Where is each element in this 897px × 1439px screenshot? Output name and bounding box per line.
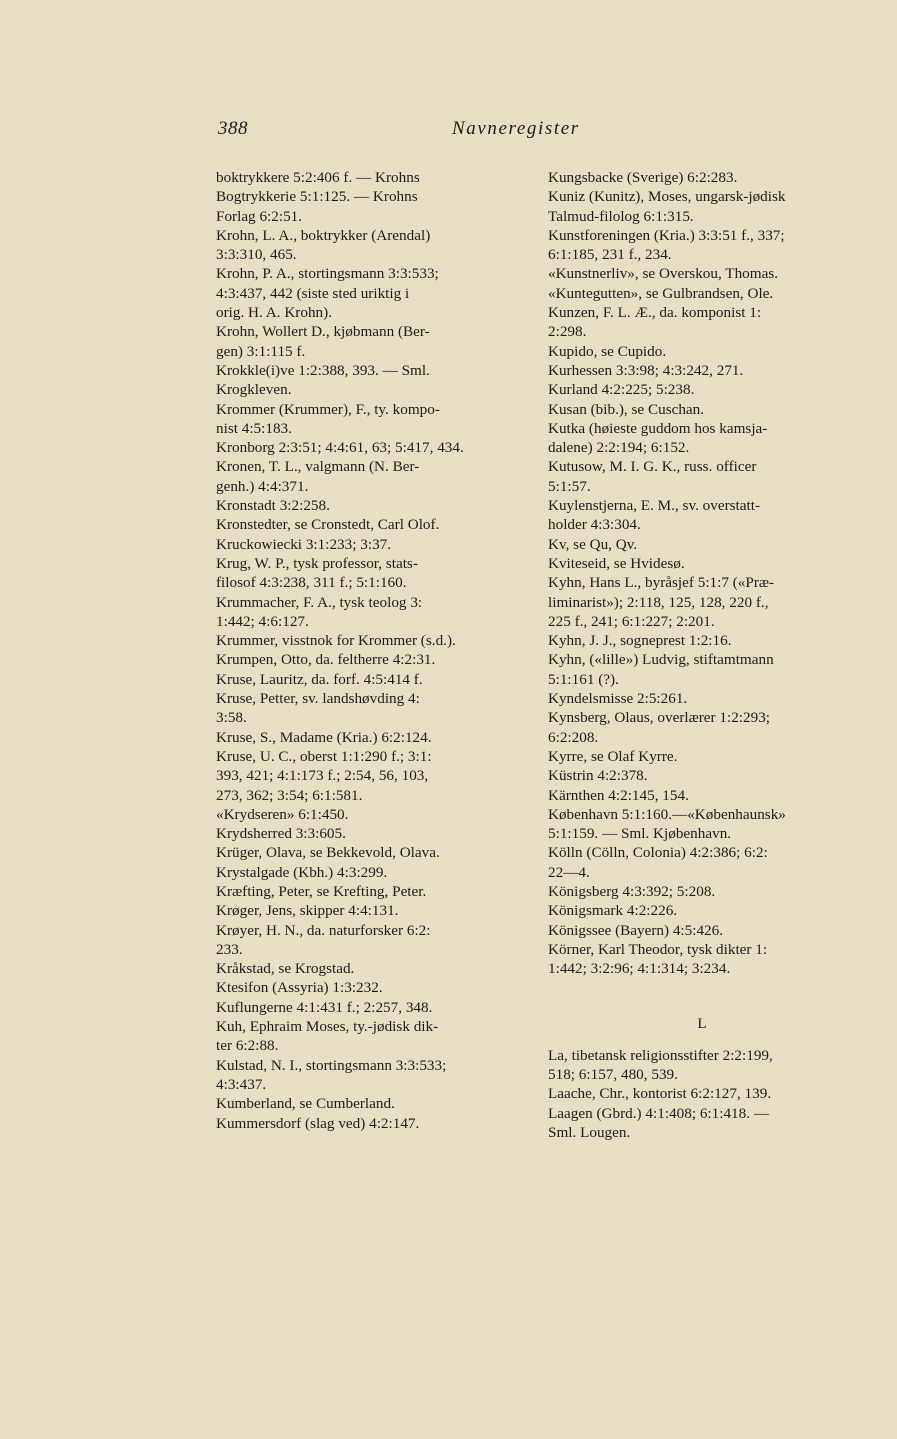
index-entry: Krüger, Olava, se Bekkevold, Olava. xyxy=(216,844,440,862)
index-entry: Krohn, P. A., stortingsmann 3:3:533; 4:3:437, 442 (siste sted uriktig i orig. H. A. Krohn). xyxy=(216,265,439,322)
section-letter: L xyxy=(697,1015,707,1033)
index-entry: Kölln (Cölln, Colonia) 4:2:386; 6:2: 22—4. xyxy=(548,844,768,881)
index-entry: Kulstad, N. I., stortingsmann 3:3:533; 4:3:437. xyxy=(216,1056,447,1093)
page-header xyxy=(0,118,897,148)
index-entry: Kronstedter, se Cronstedt, Carl Olof. xyxy=(216,516,440,534)
index-entry: Körner, Karl Theodor, tysk dikter 1: 1:442; 3:2:96; 4:1:314; 3:234. xyxy=(548,940,768,978)
index-entry: La, tibetansk religionsstifter 2:2:199, 518; 6:157, 480, 539. xyxy=(548,1046,773,1084)
index-entry: Kyhn, («lille») Ludvig, stiftamtmann 5:1:161 (?). xyxy=(548,651,774,688)
index-entry: Krystalgade (Kbh.) 4:3:299. xyxy=(216,863,388,881)
index-entry: Krokkle(i)ve 1:2:388, 393. — Sml. Krogkleven. xyxy=(216,361,430,399)
index-entry: Laache, Chr., kontorist 6:2:127, 139. xyxy=(548,1085,772,1103)
index-entry: Kronstadt 3:2:258. xyxy=(216,497,330,515)
index-entry: Krug, W. P., tysk professor, stats- filosof 4:3:238, 311 f.; 5:1:160. xyxy=(216,554,418,592)
index-entry: Kuh, Ephraim Moses, ty.-jødisk dik- ter 6:2:88. xyxy=(216,1018,439,1055)
index-entry: Kurhessen 3:3:98; 4:3:242, 271. xyxy=(548,361,744,379)
index-entry: København 5:1:160.—«Københaunsk» 5:1:159. — Sml. Kjøbenhavn. xyxy=(548,805,786,843)
index-entry: Kruse, Lauritz, da. forf. 4:5:414 f. xyxy=(216,670,423,688)
index-entry: Krummacher, F. A., tysk teolog 3: 1:442; 4:6:127. xyxy=(216,593,423,630)
index-entry: Kynsberg, Olaus, overlærer 1:2:293; 6:2:208. xyxy=(548,709,771,746)
index-entry: Kunstforeningen (Kria.) 3:3:51 f., 337; 6:1:185, 231 f., 234. xyxy=(548,226,785,264)
running-title: Navneregister xyxy=(452,118,580,139)
index-entry: «Kunstnerliv», se Overskou, Thomas. xyxy=(548,265,779,283)
index-entry: Küstrin 4:2:378. xyxy=(548,767,648,785)
index-entry: Kruckowiecki 3:1:233; 3:37. xyxy=(216,535,392,553)
index-entry: Kyrre, se Olaf Kyrre. xyxy=(548,747,678,765)
index-entry: Krøger, Jens, skipper 4:4:131. xyxy=(216,902,399,920)
left-column xyxy=(216,168,524,1133)
index-entry: Kyhn, Hans L., byråsjef 5:1:7 («Præ- liminarist»); 2:118, 125, 128, 220 f., 225 f., 241; 6:1:227; 2:201. xyxy=(548,574,775,630)
index-entry: Kutka (høieste guddom hos kamsja- dalene) 2:2:194; 6:152. xyxy=(548,419,768,457)
index-entry: Kruse, U. C., oberst 1:1:290 f.; 3:1: 393, 421; 4:1:173 f.; 2:54, 56, 103, 273, 362; 3:54; 6:1:581. xyxy=(216,747,432,804)
right-column xyxy=(548,168,856,1142)
index-entry: Krøyer, H. N., da. naturforsker 6:2: 233. xyxy=(216,921,431,958)
page-number: 388 xyxy=(218,118,248,139)
index-entry: Kræfting, Peter, se Krefting, Peter. xyxy=(216,882,427,900)
index-entry: Kusan (bib.), se Cuschan. xyxy=(548,400,705,418)
index-entry: Kviteseid, se Hvidesø. xyxy=(548,554,685,572)
index-entry: Kuylenstjerna, E. M., sv. overstatt- holder 4:3:304. xyxy=(548,497,761,534)
index-entry: Krumpen, Otto, da. feltherre 4:2:31. xyxy=(216,651,436,669)
index-entry: Kruse, S., Madame (Kria.) 6:2:124. xyxy=(216,728,432,746)
index-entry: Kuniz (Kunitz), Moses, ungarsk-jødisk Talmud-filolog 6:1:315. xyxy=(548,188,786,225)
index-entry: Krohn, Wollert D., kjøbmann (Ber- gen) 3:1:115 f. xyxy=(216,323,430,360)
index-entry: Kungsbacke (Sverige) 6:2:283. xyxy=(548,169,738,186)
index-entry: Kyndelsmisse 2:5:261. xyxy=(548,690,688,708)
index-entry: Kumberland, se Cumberland. xyxy=(216,1095,395,1113)
index-entry: Königsberg 4:3:392; 5:208. xyxy=(548,882,716,900)
index-entry: Krummer, visstnok for Krommer (s.d.). xyxy=(216,632,456,650)
index-entry: Kyhn, J. J., sogneprest 1:2:16. xyxy=(548,632,732,650)
index-entry: Kuflungerne 4:1:431 f.; 2:257, 348. xyxy=(216,998,433,1016)
index-entry: Königssee (Bayern) 4:5:426. xyxy=(548,921,724,939)
index-entry: Krohn, L. A., boktrykker (Arendal) 3:3:310, 465. xyxy=(216,226,431,264)
index-entry: Kronen, T. L., valgmann (N. Ber- genh.) 4:4:371. xyxy=(216,458,420,495)
index-entry: Kupido, se Cupido. xyxy=(548,342,667,360)
index-entry: Kronborg 2:3:51; 4:4:61, 63; 5:417, 434. xyxy=(216,439,464,457)
index-entry: «Krydseren» 6:1:450. xyxy=(216,805,349,823)
index-entry: Ktesifon (Assyria) 1:3:232. xyxy=(216,979,383,997)
index-entry: Laagen (Gbrd.) 4:1:408; 6:1:418. — Sml. Lougen. xyxy=(548,1104,770,1141)
index-entry: Krommer (Krummer), F., ty. kompo- nist 4:5:183. xyxy=(216,400,440,437)
index-entry: «Kuntegutten», se Gulbrandsen, Ole. xyxy=(548,284,774,302)
index-entry: Kutusow, M. I. G. K., russ. officer 5:1:57. xyxy=(548,458,757,495)
index-entry: Kärnthen 4:2:145, 154. xyxy=(548,786,689,804)
index-entry: Kråkstad, se Krogstad. xyxy=(216,960,355,978)
index-entry: boktrykkere 5:2:406 f. — Krohns Bogtrykkerie 5:1:125. — Krohns Forlag 6:2:51. xyxy=(216,169,420,225)
index-entry: Königsmark 4:2:226. xyxy=(548,902,678,920)
index-entry: Kummersdorf (slag ved) 4:2:147. xyxy=(216,1114,420,1132)
index-entry: Kurland 4:2:225; 5:238. xyxy=(548,381,695,399)
index-entry: Kunzen, F. L. Æ., da. komponist 1: 2:298. xyxy=(548,304,762,341)
index-entry: Kruse, Petter, sv. landshøvding 4: 3:58. xyxy=(216,690,420,727)
index-entry: Krydsherred 3:3:605. xyxy=(216,825,346,843)
index-entry: Kv, se Qu, Qv. xyxy=(548,535,638,553)
